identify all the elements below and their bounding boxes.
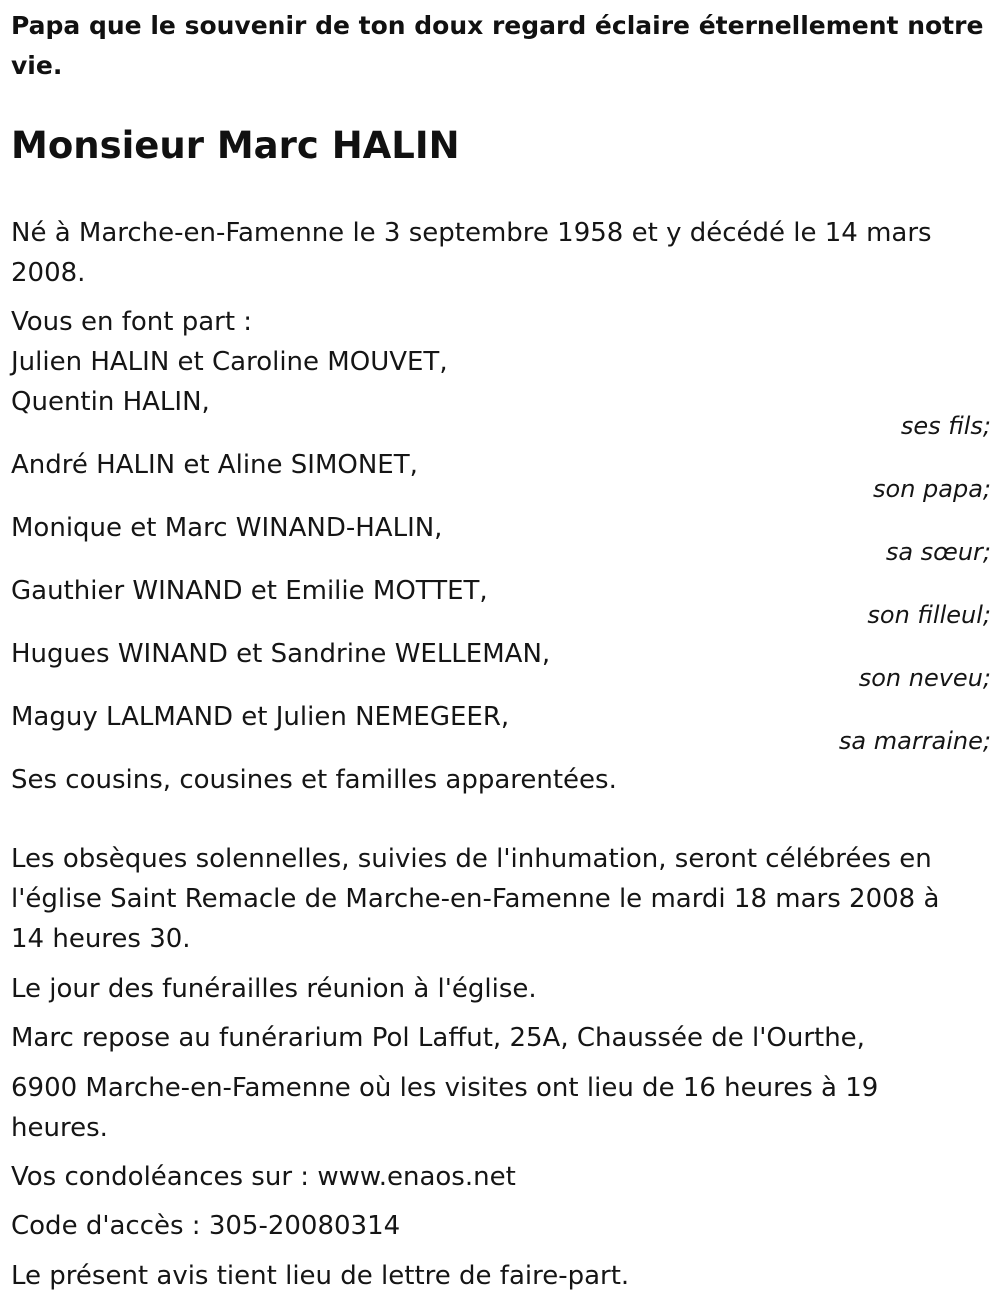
family-name: Maguy LALMAND et Julien NEMEGEER, xyxy=(11,702,510,732)
condolences-line: Vos condoléances sur : www.enaos.net xyxy=(11,1162,516,1192)
visits-line-2: heures. xyxy=(11,1113,108,1143)
family-relation: son papa; xyxy=(873,475,991,503)
family-relation: sa sœur; xyxy=(885,538,991,566)
funeral-home-line: Marc repose au funérarium Pol Laffut, 25A, Chaussée de l'Ourthe, xyxy=(11,1023,865,1053)
funeral-line-2: l'église Saint Remacle de Marche-en-Famenne le mardi 18 mars 2008 à xyxy=(11,884,940,914)
funeral-line-1: Les obsèques solennelles, suivies de l'inhumation, seront célébrées en xyxy=(11,844,932,874)
memorial-quote: Papa que le souvenir de ton doux regard éclaire éternellement notre vie. xyxy=(11,11,984,80)
family-relation: ses fils; xyxy=(900,412,991,440)
family-name: Monique et Marc WINAND-HALIN, xyxy=(11,513,443,543)
deceased-name: Monsieur Marc HALIN xyxy=(11,124,460,167)
family-name: André HALIN et Aline SIMONET, xyxy=(11,450,418,480)
family-relation: son filleul; xyxy=(867,601,991,629)
meeting-line: Le jour des funérailles réunion à l'église. xyxy=(11,974,537,1004)
family-relation: son neveu; xyxy=(858,664,991,692)
notice-line: Le présent avis tient lieu de lettre de faire-part. xyxy=(11,1261,630,1291)
family-name: Quentin HALIN, xyxy=(11,387,210,417)
family-name: Julien HALIN et Caroline MOUVET, xyxy=(11,347,448,377)
family-relation: sa marraine; xyxy=(838,727,991,755)
cousins-line: Ses cousins, cousines et familles apparentées. xyxy=(11,765,617,795)
birth-death-line-2: 2008. xyxy=(11,258,86,288)
funeral-line-3: 14 heures 30. xyxy=(11,924,191,954)
birth-death-line-1: Né à Marche-en-Famenne le 3 septembre 1958 et y décédé le 14 mars xyxy=(11,218,932,248)
announcement-intro: Vous en font part : xyxy=(11,307,253,337)
visits-line-1: 6900 Marche-en-Famenne où les visites ont lieu de 16 heures à 19 xyxy=(11,1073,879,1103)
family-name: Gauthier WINAND et Emilie MOTTET, xyxy=(11,576,488,606)
access-code-line: Code d'accès : 305-20080314 xyxy=(11,1211,401,1241)
family-name: Hugues WINAND et Sandrine WELLEMAN, xyxy=(11,639,551,669)
